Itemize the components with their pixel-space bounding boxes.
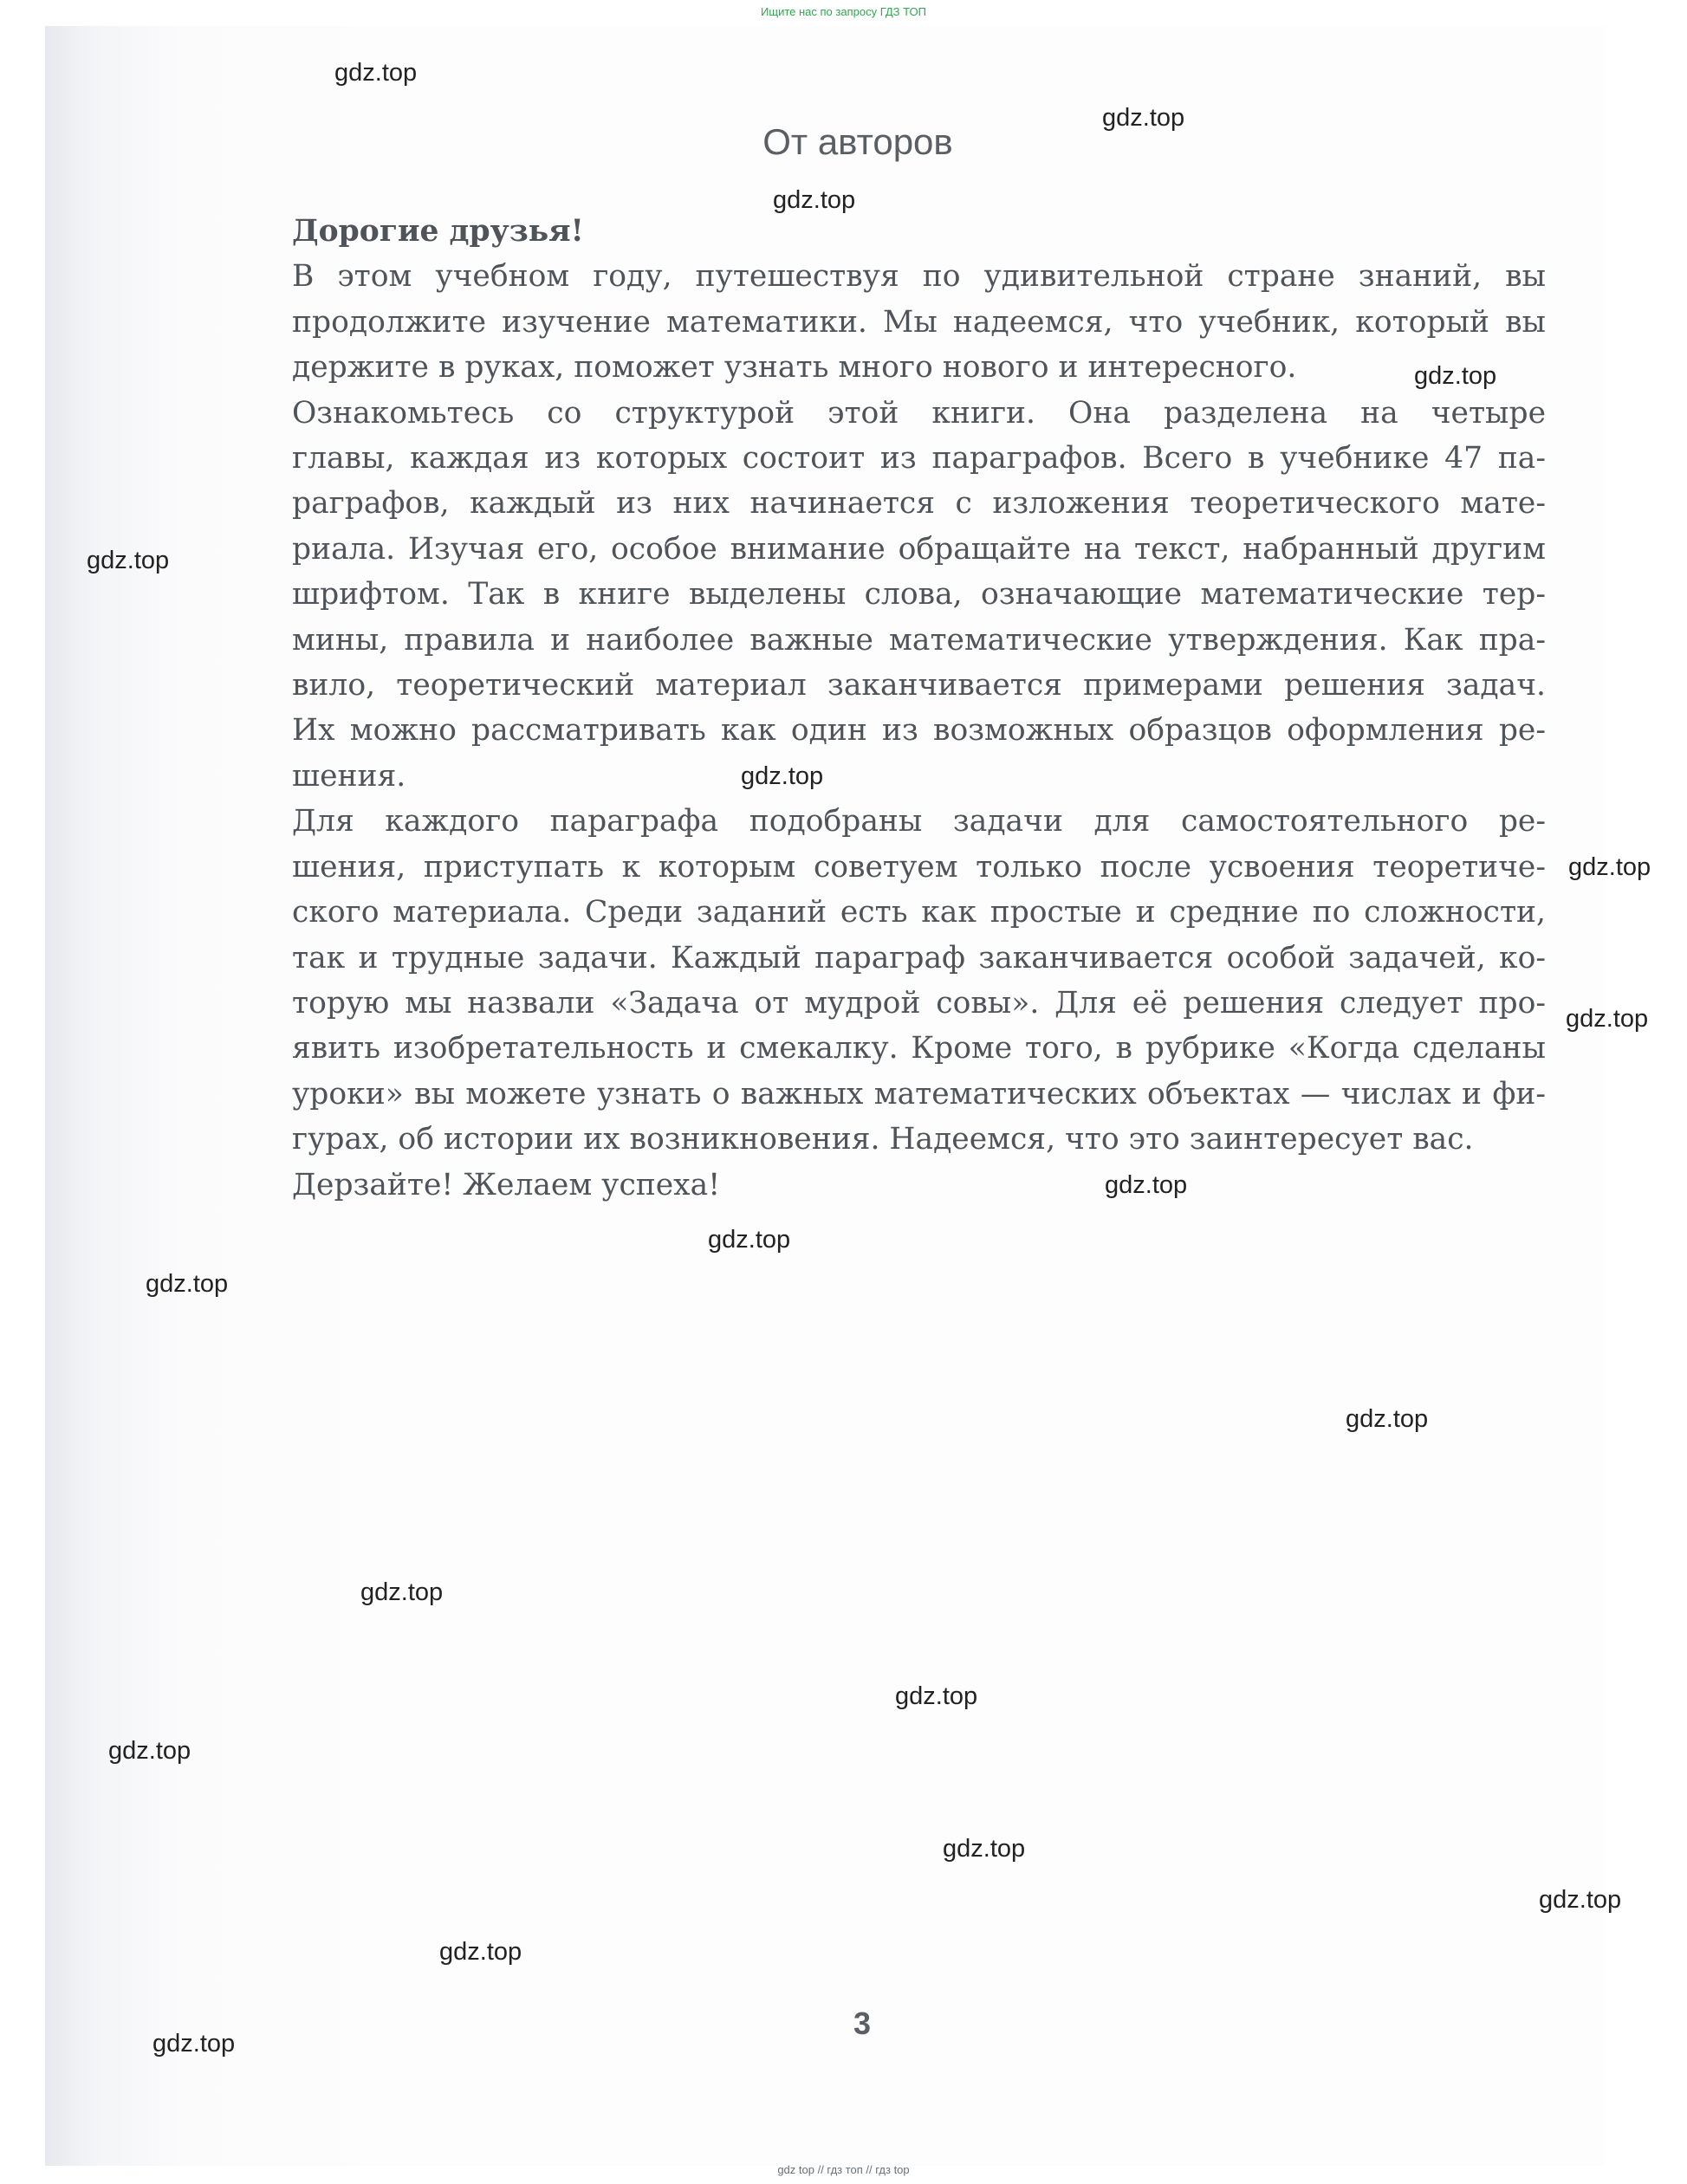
- paragraph-2: [292, 391, 1546, 800]
- text-line: держите в руках, поможет узнать много нового и интересного.: [292, 350, 1297, 386]
- paragraph-1: [292, 254, 1546, 390]
- text-line: главы, каждая из которых состоит из параграфов. Всего в учебнике 47 па-: [292, 441, 1546, 476]
- watermark-text: gdz.top: [146, 1270, 229, 1298]
- text-line: Дерзайте! Желаем успеха!: [292, 1167, 721, 1202]
- bottom-banner[interactable]: gdz top // гдз топ // гдз top: [777, 2163, 910, 2176]
- watermark-text: gdz.top: [1414, 362, 1497, 390]
- text-line: Ознакомьтесь со структурой этой книги. Она разделена на четыре: [292, 395, 1546, 431]
- page-number: 3: [853, 2006, 872, 2041]
- watermark-text: gdz.top: [1346, 1405, 1429, 1433]
- watermark-text: gdz.top: [1105, 1171, 1188, 1199]
- greeting-line: Дорогие друзья!: [292, 214, 584, 249]
- text-line: продолжите изучение математики. Мы надеемся, что учебник, который вы: [292, 304, 1546, 340]
- text-line: вило, теоретический материал заканчивается примерами решения задач.: [292, 668, 1546, 703]
- text-line: шрифтом. Так в книге выделены слова, означающие математические тер-: [292, 577, 1546, 612]
- watermark-text: gdz.top: [773, 186, 856, 214]
- text-line: явить изобретательность и смекалку. Кроме того, в рубрике «Когда сделаны: [292, 1031, 1546, 1066]
- watermark-text: gdz.top: [152, 2030, 236, 2058]
- watermark-text: gdz.top: [708, 1226, 791, 1254]
- text-line: уроки» вы можете узнать о важных математических объектах — числах и фи-: [292, 1076, 1546, 1111]
- watermark-text: gdz.top: [895, 1682, 978, 1710]
- text-line: риала. Изучая его, особое внимание обращайте на текст, набранный другим: [292, 531, 1546, 567]
- body-text: [292, 209, 1546, 1208]
- greeting: [292, 209, 1546, 254]
- paragraph-3: [292, 799, 1546, 1162]
- text-line: В этом учебном году, путешествуя по удивительной стране знаний, вы: [292, 259, 1546, 295]
- watermark-text: gdz.top: [1539, 1886, 1622, 1914]
- text-line: торую мы назвали «Задача от мудрой совы». Для её решения следует про-: [292, 985, 1546, 1021]
- watermark-text: gdz.top: [741, 762, 824, 790]
- watermark-text: gdz.top: [334, 59, 418, 87]
- watermark-text: gdz.top: [439, 1938, 522, 1966]
- text-line: так и трудные задачи. Каждый параграф заканчивается особой задачей, ко-: [292, 940, 1546, 975]
- text-line: раграфов, каждый из них начинается с изложения теоретического мате-: [292, 486, 1546, 522]
- text-line: гурах, об истории их возникновения. Надеемся, что это заинтересует вас.: [292, 1122, 1474, 1157]
- watermark-text: gdz.top: [1566, 1005, 1649, 1033]
- watermark-text: gdz.top: [360, 1578, 444, 1606]
- text-line: мины, правила и наиболее важные математические утверждения. Как пра-: [292, 622, 1546, 658]
- watermark-text: gdz.top: [1568, 853, 1651, 881]
- text-line: ского материала. Среди заданий есть как простые и средние по сложности,: [292, 895, 1546, 930]
- watermark-text: gdz.top: [1102, 104, 1185, 132]
- text-line: шения, приступать к которым советуем только после усвоения теоретиче-: [292, 849, 1546, 885]
- text-line: Для каждого параграфа подобраны задачи для самостоятельного ре-: [292, 804, 1546, 839]
- paragraph-4: [292, 1163, 1546, 1208]
- text-line: шения.: [292, 758, 406, 794]
- watermark-text: gdz.top: [87, 547, 170, 574]
- top-banner[interactable]: Ищите нас по запросу ГДЗ ТОП: [761, 5, 926, 18]
- page-title: От авторов: [762, 121, 953, 162]
- watermark-text: gdz.top: [943, 1835, 1026, 1863]
- watermark-text: gdz.top: [108, 1737, 191, 1765]
- text-line: Их можно рассматривать как один из возможных образцов оформления ре-: [292, 713, 1546, 749]
